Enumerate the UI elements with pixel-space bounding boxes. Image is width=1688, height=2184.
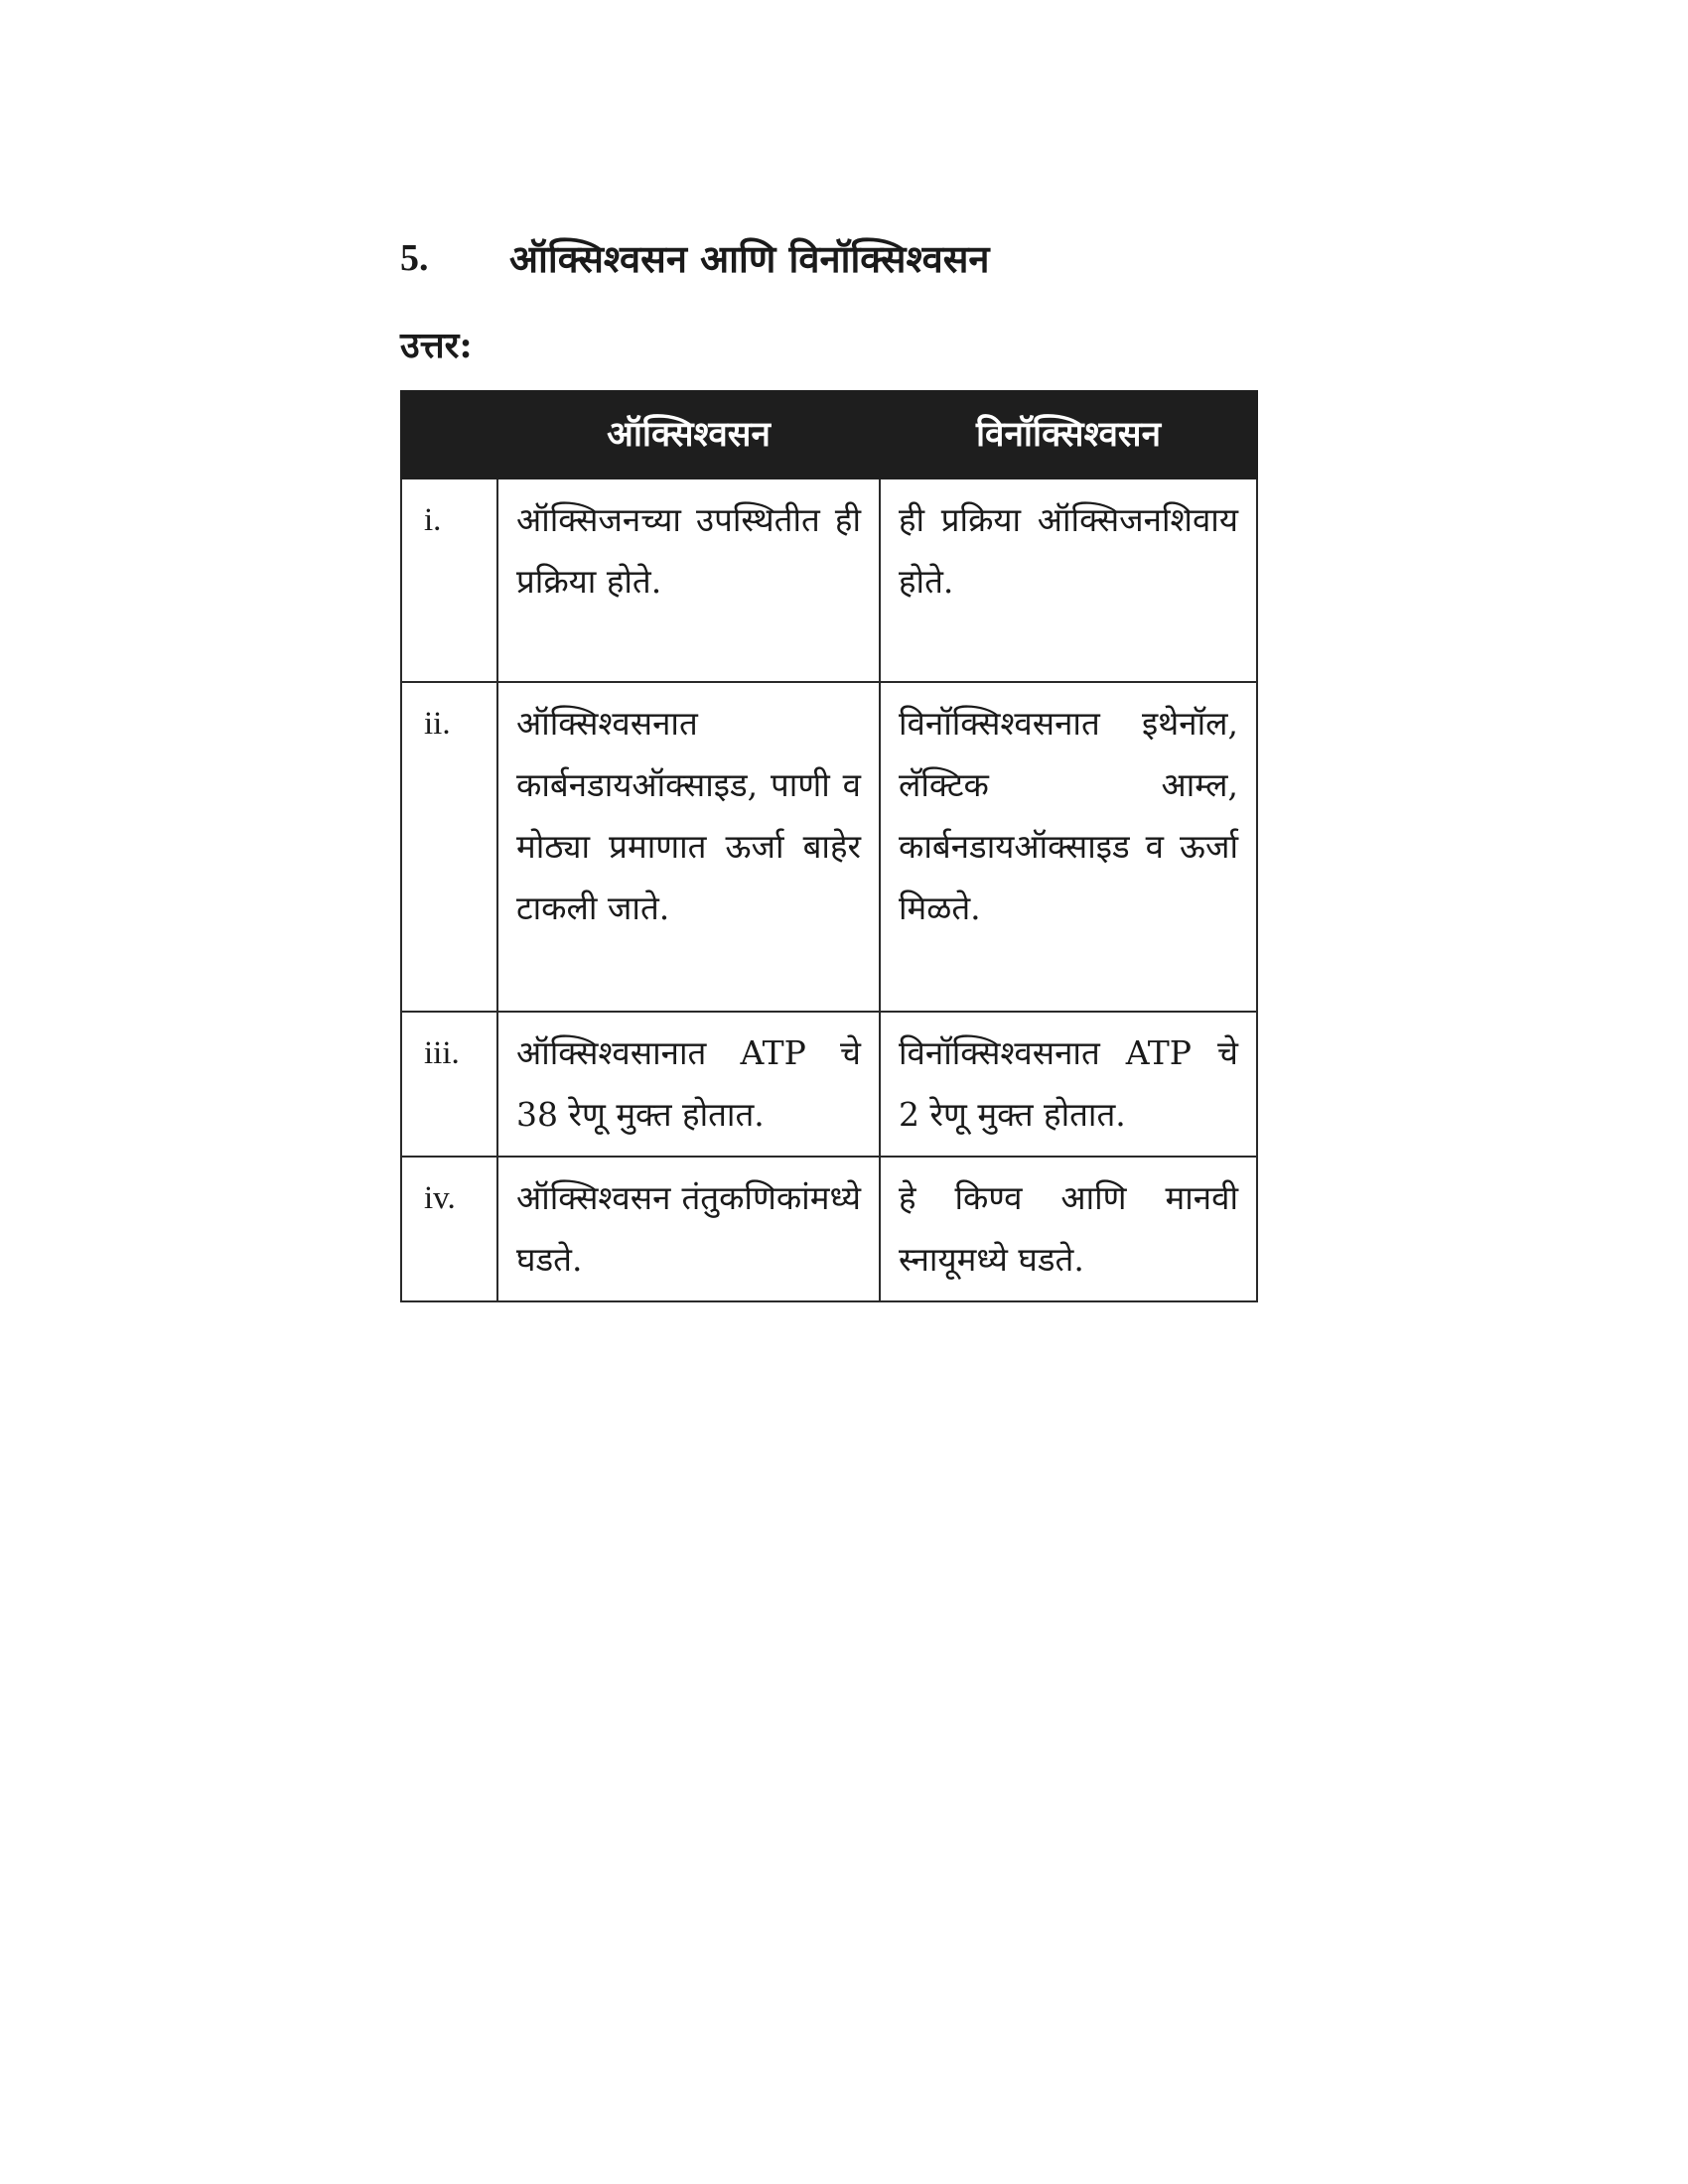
table-row [401, 1012, 1257, 1157]
header-aerobic: ऑक्सिश्वसन [497, 391, 880, 478]
header-anaerobic: विनॉक्सिश्वसन [880, 391, 1257, 478]
row-number: ii. [401, 682, 497, 1012]
aerobic-cell: ऑक्सिश्वसन तंतुकणिकांमध्ये घडते. [497, 1157, 880, 1301]
question-text: ऑक्सिश्वसन आणि विनॉक्सिश्वसन [509, 236, 990, 281]
aerobic-cell: ऑक्सिजनच्या उपस्थितीत ही प्रक्रिया होते. [497, 478, 880, 682]
aerobic-cell: ऑक्सिश्वसानात ATP चे 38 रेणू मुक्त होतात. [497, 1012, 880, 1157]
aerobic-cell: ऑक्सिश्वसनात कार्बनडायऑक्साइड, पाणी व मोठ्या प्रमाणात ऊर्जा बाहेर टाकली जाते. [497, 682, 880, 1012]
anaerobic-cell: विनॉक्सिश्वसनात ATP चे 2 रेणू मुक्त होतात. [880, 1012, 1257, 1157]
comparison-table [400, 390, 1258, 1302]
question-number: 5. [400, 237, 429, 279]
row-number: iii. [401, 1012, 497, 1157]
anaerobic-cell: हे किण्व आणि मानवी स्नायूमध्ये घडते. [880, 1157, 1257, 1301]
table-row [401, 682, 1257, 1012]
anaerobic-cell: विनॉक्सिश्वसनात इथेनॉल, लॅक्टिक आम्ल, कार्बनडायऑक्साइड व ऊर्जा मिळते. [880, 682, 1257, 1012]
anaerobic-cell: ही प्रक्रिया ऑक्सिजनशिवाय होते. [880, 478, 1257, 682]
answer-label: उत्तर: [400, 325, 473, 366]
row-number: i. [401, 478, 497, 682]
table-row [401, 1157, 1257, 1301]
table-header-row [401, 391, 1257, 478]
question-heading [400, 228, 990, 288]
table-row [401, 478, 1257, 682]
row-number: iv. [401, 1157, 497, 1301]
header-number-cell [401, 391, 497, 478]
